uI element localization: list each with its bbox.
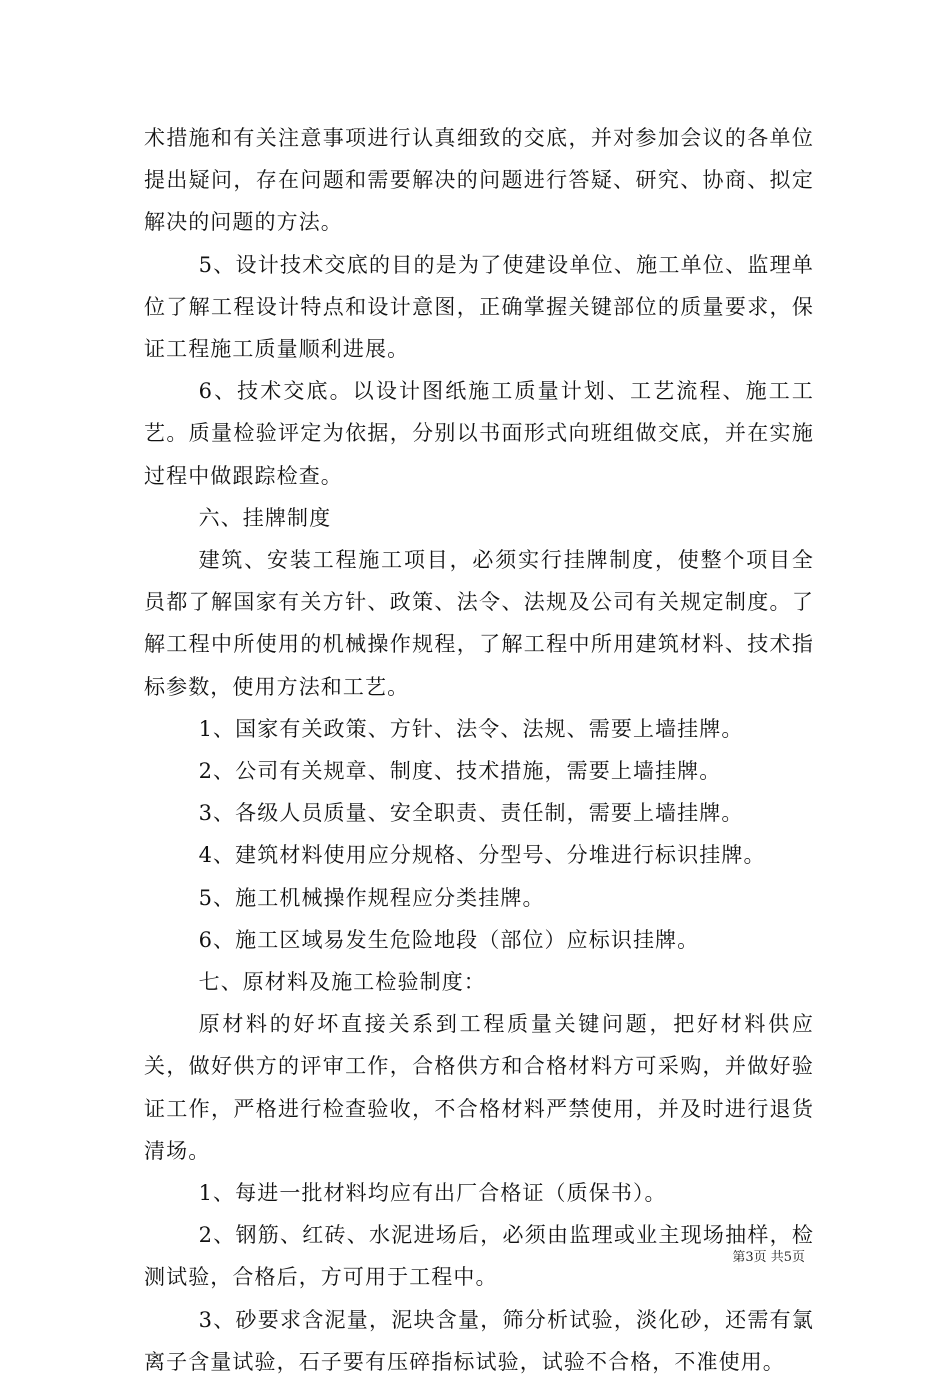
list-item: 3、砂要求含泥量，泥块含量，筛分析试验，淡化砂，还需有氯离子含量试验，石子要有压碎指标试验，试验不合格，不准使用。 <box>144 1307 814 1374</box>
list-item: 1、每进一批材料均应有出厂合格证（质保书）。 <box>198 1181 667 1206</box>
list-item: 4、建筑材料使用应分规格、分型号、分堆进行标识挂牌。 <box>198 843 766 868</box>
paragraph-signage-intro: 建筑、安装工程施工项目，必须实行挂牌制度，使整个项目全员都了解国家有关方针、政策、法令、法规及公司有关规定制度。了解工程中所使用的机械操作规程，了解工程中所用建筑材料、技术指标参数，使用方法和工艺。 <box>144 548 814 699</box>
paragraph-materials-intro: 原材料的好坏直接关系到工程质量关键问题，把好材料供应关，做好供方的评审工作，合格供方和合格材料方可采购，并做好验证工作，严格进行检查验收，不合格材料严禁使用，并及时进行退货清场。 <box>144 1012 814 1163</box>
list-item: 1、国家有关政策、方针、法令、法规、需要上墙挂牌。 <box>198 716 744 741</box>
list-item: 6、施工区域易发生危险地段（部位）应标识挂牌。 <box>198 927 700 952</box>
list-item: 5、施工机械操作规程应分类挂牌。 <box>198 885 545 910</box>
paragraph-item-5: 5、设计技术交底的目的是为了使建设单位、施工单位、监理单位了解工程设计特点和设计意图，正确掌握关键部位的质量要求，保证工程施工质量顺利进展。 <box>144 252 814 362</box>
page-number-footer: 第3页 共5页 <box>732 1250 805 1265</box>
paragraph-continuation: 术措施和有关注意事项进行认真细致的交底，并对参加会议的各单位提出疑问，存在问题和需要解决的问题进行答疑、研究、协商、拟定解决的问题的方法。 <box>144 126 814 235</box>
list-item: 2、公司有关规章、制度、技术措施，需要上墙挂牌。 <box>198 759 722 784</box>
list-item: 2、钢筋、红砖、水泥进场后，必须由监理或业主现场抽样，检测试验，合格后，方可用于工程中。 <box>144 1223 814 1290</box>
list-item: 3、各级人员质量、安全职责、责任制，需要上墙挂牌。 <box>198 801 744 826</box>
section-heading-6: 六、挂牌制度 <box>198 505 332 530</box>
document-body <box>144 117 814 1383</box>
section-heading-7: 七、原材料及施工检验制度： <box>198 970 486 995</box>
paragraph-item-6: 6、技术交底。以设计图纸施工质量计划、工艺流程、施工工艺。质量检验评定为依据，分别以书面形式向班组做交底，并在实施过程中做跟踪检查。 <box>144 379 814 488</box>
